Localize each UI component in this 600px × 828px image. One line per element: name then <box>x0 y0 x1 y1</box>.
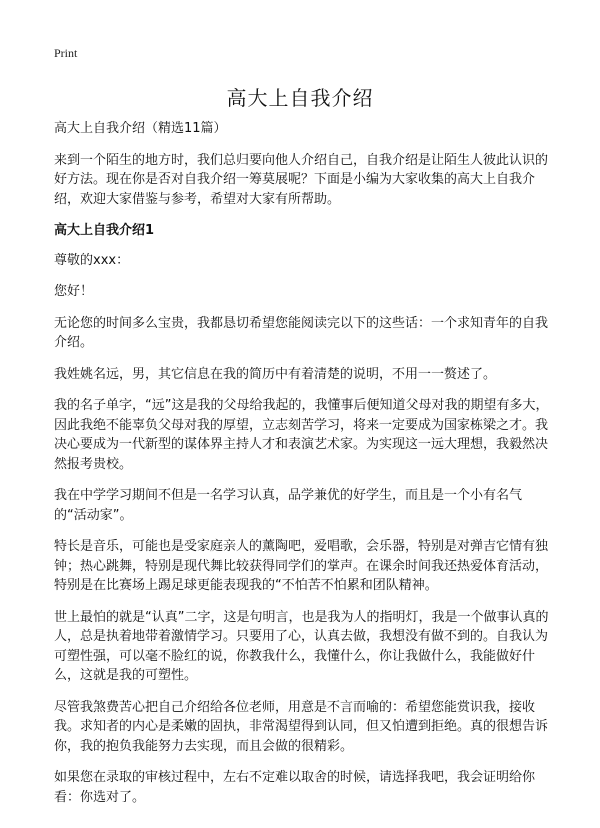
paragraph: 尽管我煞费苦心把自己介绍给各位老师，用意是不言而喻的：希望您能赏识我，接收我。求知者的内心是柔嫩的固执，非常渴望得到认同，但又怕遭到拒绝。真的很想告诉你，我的抱负我能努力去实现，而且会做的很精彩。 <box>54 699 549 754</box>
document-subtitle: 高大上自我介绍（精选11篇） <box>54 121 227 136</box>
paragraph: 我在中学学习期间不但是一名学习认真，品学兼优的好学生，而且是一个小有名气的“活动家”。 <box>54 488 523 523</box>
paragraph: 无论您的时间多么宝贵，我都恳切希望您能阅读完以下的这些话：一个求知青年的自我介绍。 <box>54 315 549 350</box>
intro-paragraph: 来到一个陌生的地方时，我们总归要向他人介绍自己，自我介绍是让陌生人彼此认识的好方法。现在你是否对自我介绍一筹莫展呢？下面是小编为大家收集的高大上自我介绍，欢迎大家借鉴与参考，希望对大家有所帮助。 <box>54 152 549 207</box>
document-title: 高大上自我介绍 <box>226 86 374 110</box>
print-label[interactable]: Print <box>54 46 78 60</box>
document-body <box>54 119 554 819</box>
paragraph: 世上最怕的就是“认真”二字，这是句明言，也是我为人的指明灯，我是一个做事认真的人，总是执着地带着激情学习。只要用了心，认真去做，我想没有做不到的。自我认为可塑性强，可以毫不脸红的说，你教我什么，我懂什么，你让我做什么，我能做好什么，这就是我的可塑性。 <box>54 609 549 683</box>
section-heading: 高大上自我介绍1 <box>54 223 155 238</box>
paragraph: 我姓姚名远，男，其它信息在我的简历中有着清楚的说明，不用一一赘述了。 <box>54 366 497 382</box>
paragraph-salutation: 尊敬的xxx： <box>54 252 130 268</box>
paragraph-greeting: 您好！ <box>54 284 94 299</box>
paragraph: 我的名子单字，“远”这是我的父母给我起的，我懂事后便知道父母对我的期望有多大，因此我绝不能辜负父母对我的厚望，立志刻苦学习，将来一定要成为国家栋梁之才。我决心要成为一代新型的谋体界主持人才和表演艺术家。为实现这一远大理想，我毅然决然报考贵校。 <box>54 398 549 472</box>
paragraph: 如果您在录取的审核过程中，左右不定难以取舍的时候，请选择我吧，我会证明给你看：你选对了。 <box>54 770 536 805</box>
paragraph: 特长是音乐，可能也是受家庭亲人的薰陶吧，爱唱歌，会乐器，特别是对弹吉它情有独钟；热心跳舞，特别是现代舞比较获得同学们的掌声。在课余时间我还热爱体育活动，特别是在比赛场上踢足球更能表现我的“不怕苦不怕累和团队精神。 <box>54 539 549 593</box>
